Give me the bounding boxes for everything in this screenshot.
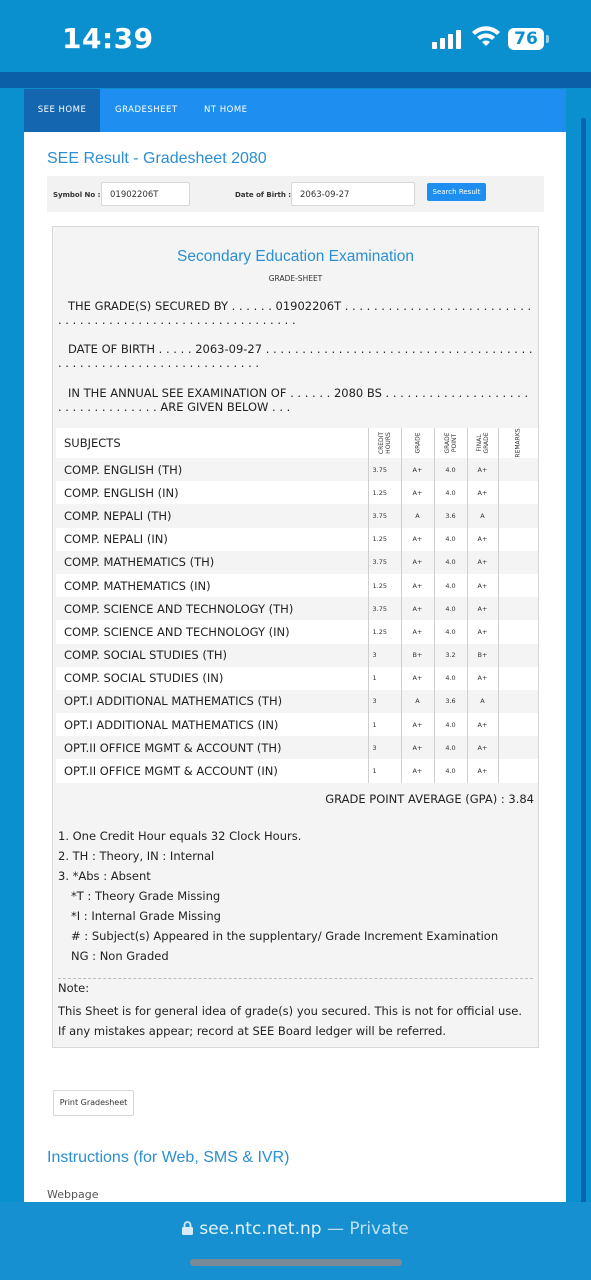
final-grade-cell: A+ bbox=[467, 458, 498, 481]
credit-cell: 3 bbox=[368, 736, 401, 759]
note-item: 2. TH : Theory, IN : Internal bbox=[58, 849, 215, 863]
search-result-button[interactable]: Search Result bbox=[427, 183, 486, 201]
webpage-label: Webpage bbox=[47, 1188, 99, 1201]
credit-cell: 1.25 bbox=[368, 620, 401, 643]
subject-cell: OPT.II OFFICE MGMT & ACCOUNT (IN) bbox=[64, 764, 278, 779]
final-grade-cell: A+ bbox=[467, 713, 498, 736]
subject-cell: OPT.II OFFICE MGMT & ACCOUNT (TH) bbox=[64, 740, 282, 755]
grade-point-cell: 3.2 bbox=[434, 644, 467, 667]
credit-cell: 1 bbox=[368, 713, 401, 736]
grade-point-cell: 4.0 bbox=[434, 574, 467, 597]
subjects-header: SUBJECTS bbox=[64, 436, 121, 450]
final-grade-cell: A bbox=[467, 690, 498, 713]
remarks-cell bbox=[498, 458, 538, 481]
grade-point-cell: 4.0 bbox=[434, 597, 467, 620]
remarks-cell bbox=[498, 528, 538, 551]
table-row bbox=[56, 759, 538, 782]
dob-label: Date of Birth : bbox=[235, 191, 292, 199]
grade-cell: A+ bbox=[401, 597, 434, 620]
main-nav bbox=[24, 89, 566, 132]
secured-by-line: THE GRADE(S) SECURED BY . . . . . . 01902206T . . . . . . . . . . . . . . . . . . . . . . . . . . . . . . . . . . . . . . . . . . . . . . . . . . . . . . . . . . . bbox=[58, 299, 532, 327]
grade-point-cell: 4.0 bbox=[434, 620, 467, 643]
exam-line: IN THE ANNUAL SEE EXAMINATION OF . . . . . . 2080 BS . . . . . . . . . . . . . . . . . . . . . . . . . . . . . . . . . . ARE GIVEN BELOW . . . bbox=[58, 386, 529, 414]
table-row bbox=[56, 481, 538, 504]
credit-cell: 1.25 bbox=[368, 528, 401, 551]
sheet-title: Secondary Education Examination bbox=[177, 248, 414, 265]
note-item: *I : Internal Grade Missing bbox=[71, 909, 221, 923]
instructions-heading: Instructions (for Web, SMS & IVR) bbox=[47, 1149, 290, 1166]
note-item: *T : Theory Grade Missing bbox=[71, 889, 221, 903]
final-grade-cell: A+ bbox=[467, 597, 498, 620]
nav-gradesheet[interactable]: GRADESHEET bbox=[115, 105, 178, 115]
sheet-subtitle: GRADE-SHEET bbox=[268, 274, 323, 283]
table-header-row bbox=[56, 428, 538, 458]
dob-line: DATE OF BIRTH . . . . . 2063-09-27 . . . . . . . . . . . . . . . . . . . . . . . . . . . . . . . . . . . . . . . . . . . . . . . . . . . . . . . . . . . . . . . . . bbox=[58, 342, 533, 370]
grade-point-cell: 4.0 bbox=[434, 551, 467, 574]
remarks-cell bbox=[498, 620, 538, 643]
grade-cell: A+ bbox=[401, 667, 434, 690]
grade-cell: A+ bbox=[401, 574, 434, 597]
grades-body bbox=[56, 458, 538, 783]
final-grade-cell: A+ bbox=[467, 574, 498, 597]
grade-point-cell: 4.0 bbox=[434, 667, 467, 690]
private-label: — Private bbox=[321, 1219, 409, 1239]
browser-url-bar[interactable] bbox=[0, 1202, 591, 1280]
remarks-cell bbox=[498, 713, 538, 736]
final-grade-cell: A+ bbox=[467, 620, 498, 643]
lock-icon bbox=[182, 1221, 193, 1235]
subject-cell: COMP. MATHEMATICS (TH) bbox=[64, 555, 215, 570]
grade-cell: A+ bbox=[401, 528, 434, 551]
grade-point-cell: 4.0 bbox=[434, 713, 467, 736]
table-row bbox=[56, 528, 538, 551]
final-grade-cell: A bbox=[467, 504, 498, 527]
remarks-cell bbox=[498, 644, 538, 667]
grade-point-cell: 4.0 bbox=[434, 528, 467, 551]
final-grade-cell: A+ bbox=[467, 736, 498, 759]
credit-cell: 3 bbox=[368, 690, 401, 713]
nav-nt-home[interactable]: NT HOME bbox=[204, 105, 248, 115]
remarks-cell bbox=[498, 481, 538, 504]
note-item: 1. One Credit Hour equals 32 Clock Hours. bbox=[58, 829, 302, 843]
url-domain: see.ntc.net.np bbox=[199, 1219, 322, 1239]
symbol-input[interactable]: 01902206T bbox=[101, 182, 190, 206]
grade-header: GRADE bbox=[401, 428, 434, 458]
remarks-cell bbox=[498, 759, 538, 782]
grade-point-cell: 4.0 bbox=[434, 759, 467, 782]
symbol-label: Symbol No : bbox=[53, 191, 101, 199]
final-grade-cell: A+ bbox=[467, 481, 498, 504]
table-row bbox=[56, 551, 538, 574]
credit-cell: 3.75 bbox=[368, 458, 401, 481]
remarks-header: REMARKS bbox=[498, 428, 538, 458]
grade-cell: A bbox=[401, 504, 434, 527]
subject-cell: COMP. SCIENCE AND TECHNOLOGY (TH) bbox=[64, 601, 294, 616]
table-row bbox=[56, 690, 538, 713]
clock: 14:39 bbox=[62, 22, 154, 55]
gpa-value: GRADE POINT AVERAGE (GPA) : 3.84 bbox=[325, 792, 534, 806]
subject-cell: COMP. MATHEMATICS (IN) bbox=[64, 578, 211, 593]
remarks-cell bbox=[498, 504, 538, 527]
credit-cell: 1 bbox=[368, 759, 401, 782]
scrollbar[interactable] bbox=[581, 118, 586, 1208]
note-heading: Note: bbox=[58, 981, 90, 995]
remarks-cell bbox=[498, 736, 538, 759]
remarks-cell bbox=[498, 597, 538, 620]
top-band bbox=[0, 72, 591, 88]
table-row bbox=[56, 458, 538, 481]
note-text: This Sheet is for general idea of grade(s) you secured. This is not for official use. If any mistakes appear; record at SEE Board ledger will be referred. bbox=[58, 1004, 522, 1038]
final-grade-header: FINAL GRADE bbox=[467, 428, 498, 458]
page-title: SEE Result - Gradesheet 2080 bbox=[47, 150, 267, 167]
divider bbox=[58, 978, 533, 979]
credit-cell: 1.25 bbox=[368, 481, 401, 504]
grade-cell: A+ bbox=[401, 759, 434, 782]
grade-point-cell: 4.0 bbox=[434, 458, 467, 481]
grade-cell: A+ bbox=[401, 736, 434, 759]
final-grade-cell: A+ bbox=[467, 667, 498, 690]
credit-cell: 1 bbox=[368, 667, 401, 690]
subject-cell: OPT.I ADDITIONAL MATHEMATICS (IN) bbox=[64, 717, 279, 732]
address-field[interactable] bbox=[0, 1219, 591, 1239]
table-row bbox=[56, 644, 538, 667]
table-row bbox=[56, 667, 538, 690]
note-item: 3. *Abs : Absent bbox=[58, 869, 151, 883]
grade-point-cell: 4.0 bbox=[434, 736, 467, 759]
subject-cell: COMP. SOCIAL STUDIES (IN) bbox=[64, 671, 224, 686]
grades-table bbox=[56, 428, 538, 783]
final-grade-cell: A+ bbox=[467, 759, 498, 782]
subject-cell: COMP. ENGLISH (TH) bbox=[64, 462, 183, 477]
status-bar bbox=[0, 0, 591, 72]
cellular-signal-icon bbox=[432, 29, 464, 49]
note-item: NG : Non Graded bbox=[71, 949, 169, 963]
subject-cell: COMP. NEPALI (IN) bbox=[64, 532, 168, 547]
credit-cell: 3.75 bbox=[368, 597, 401, 620]
credit-cell: 3.75 bbox=[368, 504, 401, 527]
battery-tip bbox=[546, 35, 549, 43]
grade-cell: A+ bbox=[401, 458, 434, 481]
table-row bbox=[56, 574, 538, 597]
credit-cell: 3 bbox=[368, 644, 401, 667]
table-row bbox=[56, 713, 538, 736]
final-grade-cell: A+ bbox=[467, 528, 498, 551]
note-item: # : Subject(s) Appeared in the supplentary/ Grade Increment Examination bbox=[71, 929, 499, 943]
grade-point-cell: 4.0 bbox=[434, 481, 467, 504]
nav-see-home[interactable]: SEE HOME bbox=[24, 89, 100, 132]
home-indicator[interactable] bbox=[190, 1259, 402, 1266]
final-grade-cell: A+ bbox=[467, 551, 498, 574]
grade-cell: B+ bbox=[401, 644, 434, 667]
credit-cell: 3.75 bbox=[368, 551, 401, 574]
credit-hours-header: CREDIT HOURS bbox=[368, 428, 401, 458]
subject-cell: COMP. SOCIAL STUDIES (TH) bbox=[64, 648, 228, 663]
remarks-cell bbox=[498, 551, 538, 574]
credit-cell: 1.25 bbox=[368, 574, 401, 597]
legend-notes bbox=[58, 826, 533, 966]
subject-cell: OPT.I ADDITIONAL MATHEMATICS (TH) bbox=[64, 694, 283, 709]
grade-cell: A+ bbox=[401, 481, 434, 504]
dob-input[interactable]: 2063-09-27 bbox=[291, 182, 415, 206]
remarks-cell bbox=[498, 574, 538, 597]
subject-cell: COMP. SCIENCE AND TECHNOLOGY (IN) bbox=[64, 624, 290, 639]
table-row bbox=[56, 597, 538, 620]
grade-point-cell: 3.6 bbox=[434, 690, 467, 713]
grade-cell: A+ bbox=[401, 620, 434, 643]
table-row bbox=[56, 736, 538, 759]
remarks-cell bbox=[498, 667, 538, 690]
grade-point-cell: 3.6 bbox=[434, 504, 467, 527]
table-row bbox=[56, 620, 538, 643]
subject-cell: COMP. ENGLISH (IN) bbox=[64, 485, 179, 500]
grade-cell: A+ bbox=[401, 551, 434, 574]
subject-cell: COMP. NEPALI (TH) bbox=[64, 508, 172, 523]
grade-cell: A+ bbox=[401, 713, 434, 736]
final-grade-cell: B+ bbox=[467, 644, 498, 667]
remarks-cell bbox=[498, 690, 538, 713]
table-row bbox=[56, 504, 538, 527]
battery-icon: 76 bbox=[508, 28, 544, 50]
wifi-icon bbox=[472, 26, 500, 48]
grade-point-header: GRADE POINT bbox=[434, 428, 467, 458]
print-gradesheet-button[interactable]: Print Gradesheet bbox=[53, 1090, 134, 1116]
grade-cell: A bbox=[401, 690, 434, 713]
